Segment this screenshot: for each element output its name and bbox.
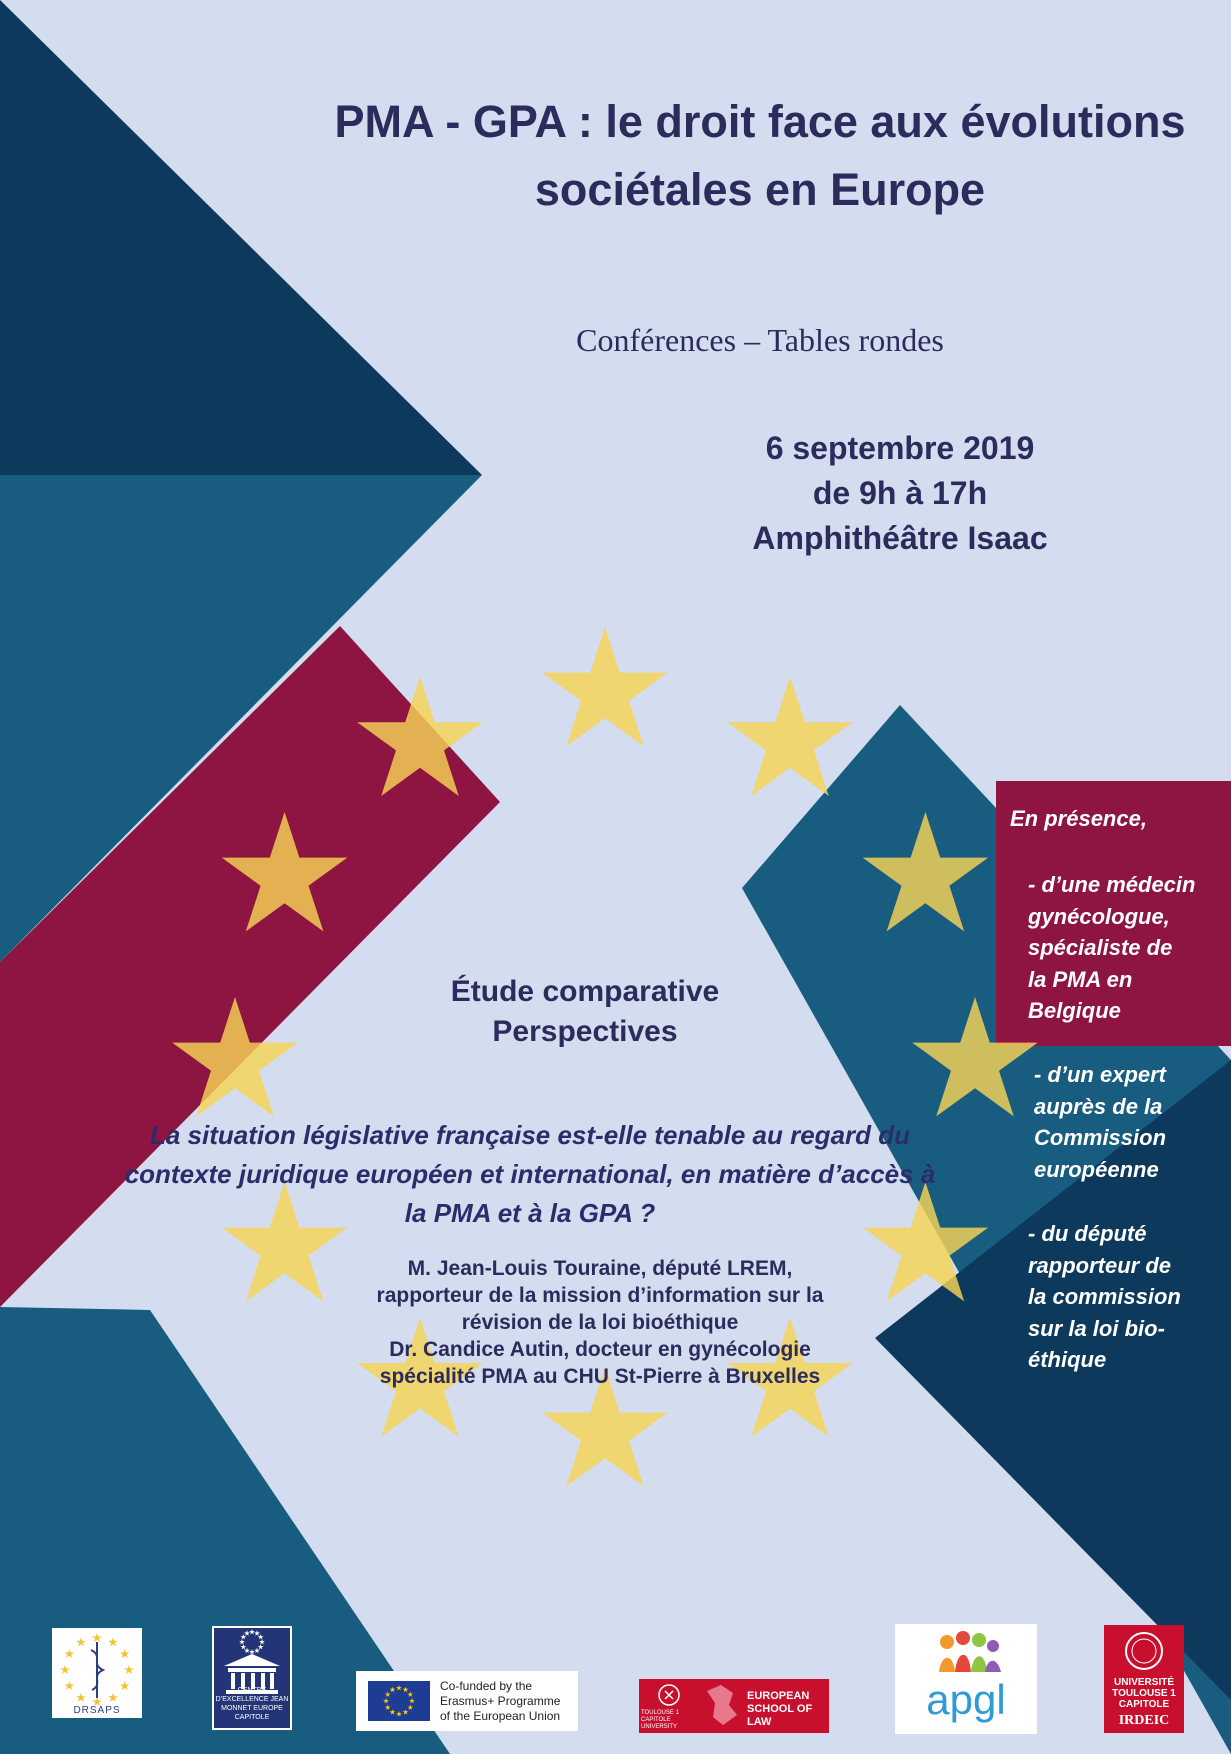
navy-top-triangle [0,0,482,475]
drsaps-logo [52,1628,142,1718]
eu-star [727,677,853,796]
small-star-icon [254,1648,260,1653]
small-star-icon [244,1630,250,1636]
ut1-capitole-logo [1104,1625,1184,1733]
speaker-line: M. Jean-Louis Touraine, député LREM, [407,1257,793,1280]
presence-line: européenne [1034,1156,1159,1182]
small-star-icon [407,1705,413,1710]
small-star-icon [258,1634,264,1639]
small-star-icon [241,1634,247,1639]
speaker-line: spécialité PMA au CHU St-Pierre à Bruxelles [379,1365,821,1388]
small-star-icon [65,1649,75,1658]
erasmus-label: Co-funded by the Erasmus+ Programme of the European Union [440,1679,561,1723]
small-star-icon [108,1637,118,1646]
page-title: PMA - GPA : le droit face aux évolutions sociétales en Europe [334,96,1186,215]
section-line-1: Étude comparative [450,975,720,1008]
jean-monnet-label: CENTRE D’EXCELLENCE JEAN MONNET EUROPE CAPITOLE [215,1687,289,1721]
presence-heading: En présence, [1010,806,1147,831]
small-star-icon [254,1630,260,1636]
speaker-line: rapporteur de la mission d’information sur la [376,1284,824,1307]
small-star-icon [385,1705,391,1710]
presence-line: spécialiste de [1028,935,1173,960]
event-details [640,426,1160,561]
ut1-label: UNIVERSITÉ TOULOUSE 1 CAPITOLE [1112,1677,1176,1710]
small-star-icon [120,1681,130,1690]
small-star-icon [249,1629,255,1634]
presence-line: - d’un expert [1034,1062,1167,1087]
european-school-of-law-logo [639,1679,829,1733]
small-star-icon [249,1649,255,1654]
small-star-icon [258,1644,264,1649]
small-star-icon [409,1698,415,1703]
eu-star [542,627,668,746]
presence-line: auprès de la [1034,1093,1163,1119]
presence-line: Belgique [1028,998,1121,1023]
small-star-icon [390,1709,396,1714]
presence-line: la commission [1028,1284,1181,1309]
small-star-icon [76,1637,86,1646]
crest-icon [643,1681,703,1711]
small-star-icon [407,1692,413,1697]
small-star-icon [241,1644,247,1649]
irdeic-label: IRDEIC [1118,1713,1170,1728]
small-star-icon [390,1687,396,1693]
presence-item-expert [1034,1059,1166,1185]
seal-icon [1104,1627,1184,1677]
small-star-icon [396,1711,402,1716]
small-star-icon [60,1665,70,1674]
eu-flag-icon [368,1681,430,1721]
section-line-2: Perspectives [492,1015,678,1048]
presence-line: éthique [1028,1347,1107,1372]
university-label: TOULOUSE 1 CAPITOLE UNIVERSITY [641,1710,679,1730]
europe-map-icon [703,1681,743,1731]
small-star-icon [76,1693,86,1702]
jean-monnet-logo [212,1626,292,1730]
speakers [330,1255,870,1390]
presence-line: la PMA en [1028,966,1133,992]
presence-line: rapporteur de [1028,1252,1172,1278]
small-star-icon [120,1649,130,1658]
small-star-icon [259,1639,265,1644]
small-star-icon [92,1633,102,1642]
presence-item-deputy [1028,1218,1181,1376]
apgl-logo [895,1624,1037,1734]
event-time: de 9h à 17h [812,475,988,511]
small-star-icon [244,1648,250,1653]
apgl-label: apgl [926,1676,1006,1723]
presence-line: sur la loi bio- [1028,1315,1165,1341]
drsaps-label: DRSAPS [73,1705,121,1716]
presence-line: - du député [1028,1221,1147,1246]
event-date: 6 septembre 2019 [765,430,1035,466]
small-star-icon [385,1692,391,1697]
speaker-line: Dr. Candice Autin, docteur en gynécologie [389,1338,811,1361]
small-star-icon [403,1709,409,1714]
presence-item-gynecologist [1028,869,1195,1027]
event-place: Amphithéâtre Isaac [752,520,1048,556]
small-star-icon [124,1665,134,1674]
small-star-icon [403,1687,409,1693]
small-star-icon [239,1639,245,1644]
small-star-icon [108,1693,118,1702]
small-star-icon [65,1681,75,1690]
presence-line: gynécologue, [1028,903,1170,929]
small-star-icon [396,1685,402,1690]
subtitle: Conférences – Tables rondes [576,322,944,358]
presence-line: - d’une médecin [1028,872,1196,897]
small-star-icon [383,1698,389,1703]
section-heading [330,972,840,1052]
school-label: EUROPEAN SCHOOL OF LAW [747,1690,813,1728]
main-question: La situation législative française est-elle tenable au regard du contexte juridique européen et international, en matière d’accès à la PMA et à la GPA ? [124,1120,936,1228]
speaker-line: révision de la loi bioéthique [461,1311,739,1334]
presence-line: Commission [1034,1125,1167,1150]
erasmus-logo [356,1671,578,1731]
